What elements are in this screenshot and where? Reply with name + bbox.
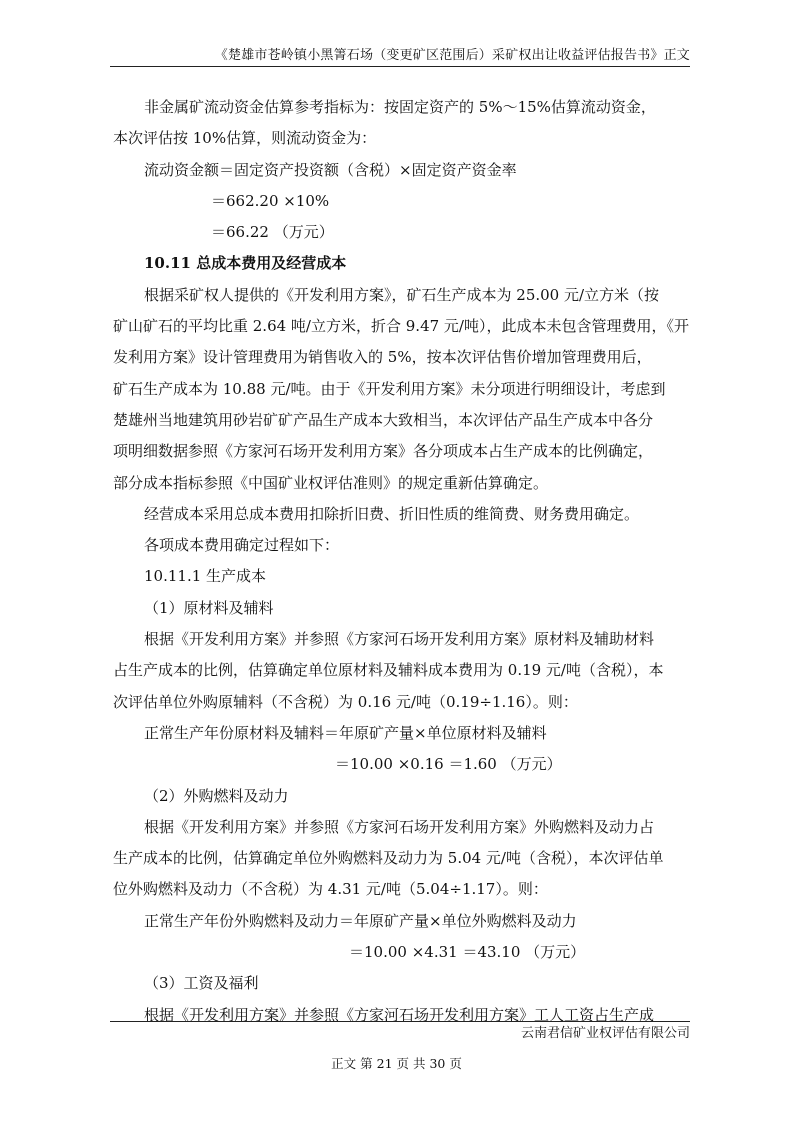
formula-line: 正常生产年份外购燃料及动力＝年原矿产量×单位外购燃料及动力: [144, 911, 577, 930]
paragraph-line: 生产成本的比例，估算确定单位外购燃料及动力为 5.04 元/吨（含税），本次评估单: [113, 849, 664, 868]
paragraph-line: 楚雄州当地建筑用砂岩矿矿产品生产成本大致相当，本次评估产品生产成本中各分: [113, 410, 654, 429]
document-body: [113, 92, 690, 1031]
paragraph-line: 次评估单位外购原辅料（不含税）为 0.16 元/吨（0.19÷1.16）。则：: [113, 692, 578, 711]
item-title: （3）工资及福利: [144, 974, 259, 993]
paragraph-line: 项明细数据参照《方家河石场开发利用方案》各分项成本占生产成本的比例确定，: [113, 442, 654, 461]
formula-line: ＝10.00 ×4.31 ＝43.10 （万元）: [349, 943, 586, 962]
paragraph-line: 本次评估按 10%估算，则流动资金为：: [113, 129, 377, 148]
formula-line: ＝10.00 ×0.16 ＝1.60 （万元）: [335, 755, 562, 774]
formula-line: ＝66.22 （万元）: [211, 223, 334, 242]
formula-line: 流动资金额＝固定资产投资额（含税）×固定资产资金率: [144, 160, 517, 179]
paragraph-line: 矿山矿石的平均比重 2.64 吨/立方米，折合 9.47 元/吨），此成本未包含管理费用，《开: [113, 317, 689, 336]
item-title: （2）外购燃料及动力: [144, 786, 289, 805]
section-heading: 10.11 总成本费用及经营成本: [144, 254, 347, 273]
header-divider: [110, 66, 690, 67]
paragraph-line: 位外购燃料及动力（不含税）为 4.31 元/吨（5.04÷1.17）。则：: [113, 880, 548, 899]
formula-line: 正常生产年份原材料及辅料＝年原矿产量×单位原材料及辅料: [144, 723, 547, 742]
paragraph-line: 各项成本费用确定过程如下：: [144, 536, 340, 555]
page-header: 《楚雄市苍岭镇小黑箐石场（变更矿区范围后）采矿权出让收益评估报告书》正文: [214, 48, 690, 63]
paragraph-line: 根据采矿权人提供的《开发利用方案》，矿石生产成本为 25.00 元/立方米（按: [144, 285, 660, 304]
subsection-heading: 10.11.1 生产成本: [144, 567, 267, 586]
paragraph-line: 矿石生产成本为 10.88 元/吨。由于《开发利用方案》未分项进行明细设计，考虑到: [113, 379, 666, 398]
page-number: 正文 第 21 页 共 30 页: [331, 1056, 462, 1071]
company-name: 云南君信矿业权评估有限公司: [520, 1026, 690, 1041]
paragraph-line: 根据《开发利用方案》并参照《方家河石场开发利用方案》原材料及辅助材料: [144, 630, 655, 649]
paragraph-line: 经营成本采用总成本费用扣除折旧费、折旧性质的维简费、财务费用确定。: [144, 504, 640, 523]
paragraph-line: 发利用方案》设计管理费用为销售收入的 5%，按本次评估售价增加管理费用后，: [113, 348, 652, 367]
formula-line: ＝662.20 ×10%: [211, 191, 330, 210]
paragraph-line: 占生产成本的比例，估算确定单位原材料及辅料成本费用为 0.19 元/吨（含税），本: [113, 661, 664, 680]
paragraph-line: 部分成本指标参照《中国矿业权评估准则》的规定重新估算确定。: [113, 473, 549, 492]
paragraph-line: 根据《开发利用方案》并参照《方家河石场开发利用方案》工人工资占生产成: [144, 1005, 655, 1024]
item-title: （1）原材料及辅料: [144, 598, 274, 617]
paragraph-line: 非金属矿流动资金估算参考指标为：按固定资产的 5%～15%估算流动资金，: [144, 98, 656, 116]
paragraph-line: 根据《开发利用方案》并参照《方家河石场开发利用方案》外购燃料及动力占: [144, 817, 655, 836]
